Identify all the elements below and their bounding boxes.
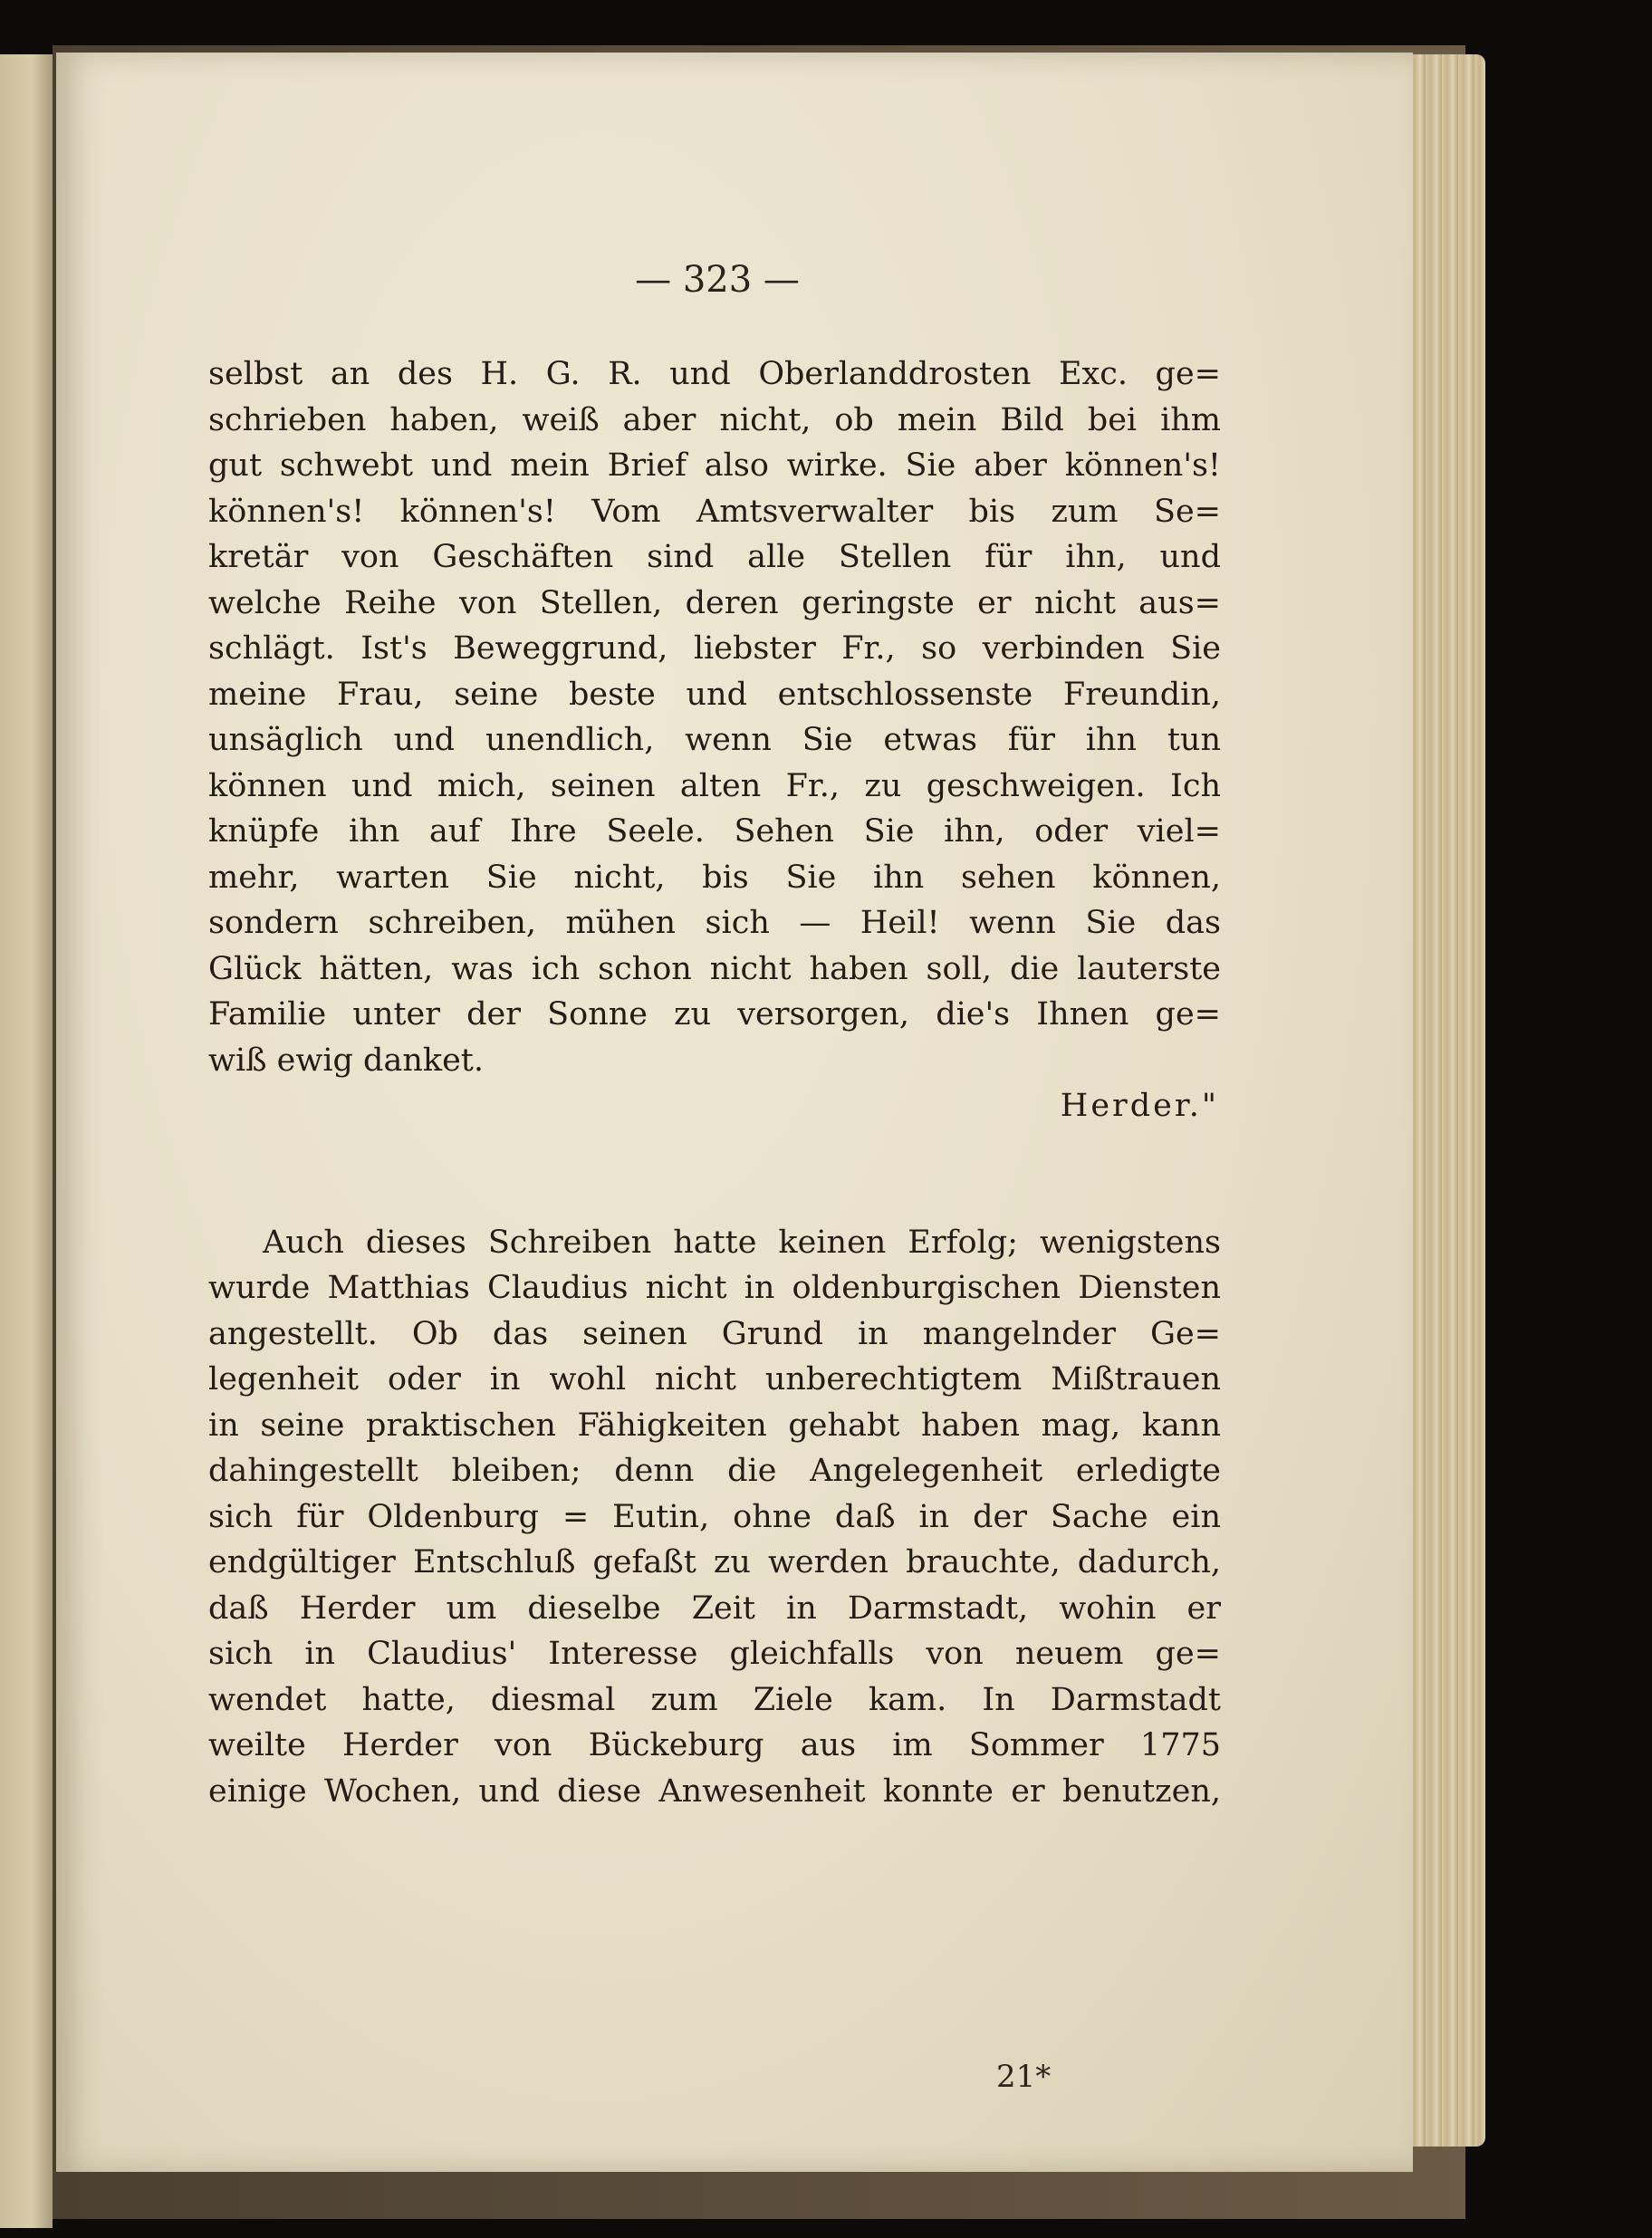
book-page — [56, 53, 1413, 2172]
paragraph-line: einige Wochen, und diese Anwesenheit konnte er benutzen, — [208, 1772, 1221, 1810]
letter-signature: Herder." — [1060, 1088, 1219, 1124]
paragraph-line: wurde Matthias Claudius nicht in oldenburgischen Diensten — [208, 1270, 1221, 1306]
letter-line: kretär von Geschäften sind alle Stellen für ihn, und — [208, 539, 1221, 575]
letter-line: mehr, warten Sie nicht, bis Sie ihn sehen können, — [208, 859, 1221, 896]
paragraph-line: dahingestellt bleiben; denn die Angelegenheit erledigte — [208, 1453, 1221, 1489]
paragraph-gap — [208, 1129, 1221, 1220]
letter-line: wiß ewig danket. — [208, 1042, 484, 1079]
paragraph-line: endgültiger Entschluß gefaßt zu werden brauchte, dadurch, — [208, 1544, 1221, 1580]
letter-line: können und mich, seinen alten Fr., zu geschweigen. Ich — [208, 767, 1221, 804]
paragraph-line: angestellt. Ob das seinen Grund in mangelnder Ge= — [208, 1315, 1221, 1352]
left-page-edge — [0, 54, 53, 2228]
letter-line: gut schwebt und mein Brief also wirke. Sie aber können's! — [208, 447, 1221, 484]
paragraph-line: Auch dieses Schreiben hatte keinen Erfolg; wenigstens — [263, 1224, 1221, 1261]
letter-line: meine Frau, seine beste und entschlossenste Freundin, — [208, 676, 1221, 713]
paragraph-line: legenheit oder in wohl nicht unberechtigtem Mißtrauen — [208, 1361, 1221, 1398]
letter-line: sondern schreiben, mühen sich — Heil! wenn Sie das — [208, 905, 1221, 941]
paragraph-line: wendet hatte, diesmal zum Ziele kam. In Darmstadt — [208, 1681, 1221, 1718]
letter-line: schlägt. Ist's Beweggrund, liebster Fr., so verbinden Sie — [208, 630, 1221, 667]
letter-line: Familie unter der Sonne zu versorgen, die's Ihnen ge= — [208, 996, 1221, 1033]
letter-line: welche Reihe von Stellen, deren geringste er nicht aus= — [208, 584, 1221, 621]
page-header — [56, 259, 1413, 313]
paragraph-line: sich für Oldenburg = Eutin, ohne daß in der Sache ein — [208, 1498, 1221, 1535]
letter-line: unsäglich und unendlich, wenn Sie etwas für ihn tun — [208, 722, 1221, 758]
printer-signature-mark: 21* — [996, 2059, 1052, 2095]
letter-line: knüpfe ihn auf Ihre Seele. Sehen Sie ihn, oder viel= — [208, 813, 1221, 850]
paragraph-line: weilte Herder von Bückeburg aus im Sommer 1775 — [208, 1727, 1221, 1763]
page-number: — 323 — — [635, 259, 800, 301]
letter-line: können's! können's! Vom Amtsverwalter bis zum Se= — [208, 493, 1221, 530]
paragraph-line: daß Herder um dieselbe Zeit in Darmstadt, wohin er — [208, 1590, 1221, 1627]
letter-line: schrieben haben, weiß aber nicht, ob mein Bild bei ihm — [208, 401, 1221, 438]
letter-line: selbst an des H. G. R. und Oberlanddrosten Exc. ge= — [208, 356, 1221, 392]
letter-line: Glück hätten, was ich schon nicht haben soll, die lauterste — [208, 950, 1221, 987]
paragraph-line: sich in Claudius' Interesse gleichfalls von neuem ge= — [208, 1636, 1221, 1672]
paragraph-line: in seine praktischen Fähigkeiten gehabt haben mag, kann — [208, 1407, 1221, 1444]
body-text — [208, 351, 1221, 1814]
